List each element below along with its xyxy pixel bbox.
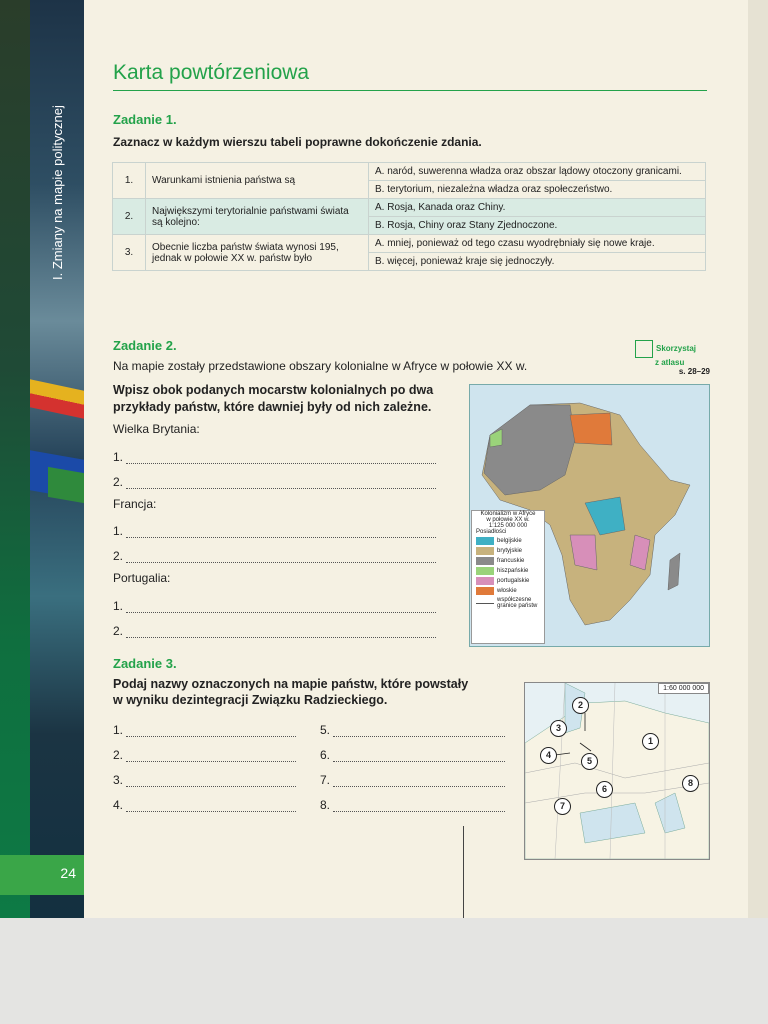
answer-line[interactable] [113, 475, 436, 489]
task2-heading: Zadanie 2. [113, 338, 177, 353]
legend-label: włoskie [497, 588, 517, 594]
legend-label: brytyjskie [497, 548, 523, 554]
option-b[interactable]: B. więcej, ponieważ kraje się jednoczyły. [369, 253, 706, 271]
ussr-states-map [524, 682, 710, 860]
answer-blank[interactable] [333, 801, 505, 812]
answer-number: 1. [113, 450, 124, 464]
group-label: Francja: [113, 497, 157, 511]
sidebar-bar [0, 0, 30, 918]
marker-4: 4 [540, 747, 557, 764]
africa-colonial-map [469, 384, 710, 647]
flag-decoration-green [48, 467, 84, 503]
row-number: 2. [113, 199, 146, 235]
answer-line[interactable] [320, 773, 505, 787]
task1-table [112, 162, 706, 271]
answer-blank[interactable] [126, 801, 296, 812]
page-number-box [0, 855, 84, 895]
legend-label: francuskie [497, 558, 525, 564]
legend-label: portugalskie [497, 578, 530, 584]
legend-item-spanish [476, 567, 540, 575]
atlas-line1: Skorzystaj [656, 344, 697, 354]
group-label: Portugalia: [113, 571, 171, 585]
legend-label: współczesne [497, 597, 532, 603]
legend-swatch [476, 537, 494, 545]
marker-1: 1 [642, 733, 659, 750]
legend-item-portuguese [476, 577, 540, 585]
table-row [113, 163, 706, 181]
map-legend [471, 510, 545, 644]
legend-swatch [476, 547, 494, 555]
legend-swatch [476, 557, 494, 565]
row-stem: Warunkami istnienia państwa są [146, 163, 369, 199]
answer-line[interactable] [113, 723, 296, 737]
legend-label: hiszpańskie [497, 568, 529, 574]
answer-number: 2. [113, 475, 124, 489]
answer-number: 1. [113, 599, 124, 613]
task2-instruction-2: przykłady państw, które dawniej były od nich zależne. [113, 400, 432, 414]
answer-blank[interactable] [126, 602, 436, 613]
marker-5: 5 [581, 753, 598, 770]
answer-blank[interactable] [333, 726, 505, 737]
answer-blank[interactable] [126, 552, 436, 563]
task3-instruction-1: Podaj nazwy oznaczonych na mapie państw, które powstały [113, 677, 469, 691]
legend-swatch [476, 603, 494, 604]
legend-scale: 1:125 000 000 [488, 523, 528, 529]
answer-number: 4. [113, 798, 124, 812]
legend-subtitle: Posiadłości [476, 529, 507, 535]
map-scale: 1:60 000 000 [658, 683, 709, 694]
chapter-title: I. Zmiany na mapie politycznej [50, 105, 65, 280]
marker-8: 8 [682, 775, 699, 792]
answer-number: 2. [113, 748, 124, 762]
answer-blank[interactable] [126, 478, 436, 489]
answer-number: 1. [113, 723, 124, 737]
legend-swatch [476, 587, 494, 595]
legend-label: belgijskie [497, 538, 522, 544]
answer-line[interactable] [113, 748, 296, 762]
page-title: Karta powtórzeniowa [113, 61, 310, 84]
ussr-map-graphic [525, 683, 709, 859]
answer-line[interactable] [113, 524, 436, 538]
answer-number: 6. [320, 748, 331, 762]
task1-instruction: Zaznacz w każdym wierszu tabeli poprawne dokończenie zdania. [113, 135, 482, 149]
title-underline [113, 90, 707, 91]
answer-line[interactable] [113, 773, 296, 787]
option-b[interactable]: B. terytorium, niezależna władza oraz społeczeństwo. [369, 181, 706, 199]
answer-blank[interactable] [126, 627, 436, 638]
marker-2: 2 [572, 697, 589, 714]
atlas-icon [635, 340, 653, 358]
answer-line[interactable] [320, 723, 505, 737]
answer-line[interactable] [320, 748, 505, 762]
option-b[interactable]: B. Rosja, Chiny oraz Stany Zjednoczone. [369, 217, 706, 235]
answer-blank[interactable] [126, 726, 296, 737]
task2-intro: Na mapie zostały przedstawione obszary kolonialne w Afryce w połowie XX w. [113, 359, 528, 373]
chapter-sidebar [0, 0, 84, 918]
row-stem: Obecnie liczba państw świata wynosi 195, jednak w połowie XX w. państw było [146, 235, 369, 271]
task3-heading: Zadanie 3. [113, 656, 177, 671]
worksheet-page [84, 0, 748, 918]
page-number: 24 [60, 865, 76, 881]
table-row [113, 235, 706, 253]
row-number: 3. [113, 235, 146, 271]
answer-line[interactable] [113, 549, 436, 563]
answer-number: 7. [320, 773, 331, 787]
page-edge [748, 0, 768, 918]
row-number: 1. [113, 163, 146, 199]
legend-swatch [476, 567, 494, 575]
answer-line[interactable] [113, 450, 436, 464]
table-surface [0, 918, 768, 1024]
legend-item-french [476, 557, 540, 565]
answer-line[interactable] [320, 798, 505, 812]
legend-item-italian [476, 587, 540, 595]
answer-number: 1. [113, 524, 124, 538]
table-row [113, 199, 706, 217]
legend-title: Kolonializm w Afryce [480, 511, 536, 517]
option-a[interactable]: A. naród, suwerenna władza oraz obszar lądowy otoczony granicami. [369, 163, 706, 181]
legend-item-belgian [476, 537, 540, 545]
legend-label: granice państw [497, 603, 538, 609]
answer-line[interactable] [113, 599, 436, 613]
group-label: Wielka Brytania: [113, 422, 200, 436]
legend-swatch [476, 577, 494, 585]
atlas-line2: z atlasu [655, 358, 685, 367]
task2-instruction-1: Wpisz obok podanych mocarstw kolonialnych po dwa [113, 383, 434, 397]
flag-decoration [30, 379, 84, 418]
answer-blank[interactable] [126, 453, 436, 464]
task1-heading: Zadanie 1. [113, 112, 177, 127]
legend-item-british [476, 547, 540, 555]
answer-number: 2. [113, 624, 124, 638]
marker-3: 3 [550, 720, 567, 737]
legend-title-2: w połowie XX w. [486, 517, 530, 523]
answer-number: 3. [113, 773, 124, 787]
atlas-pages: s. 28–29 [678, 367, 710, 376]
legend-item-borders [476, 597, 540, 609]
answer-blank[interactable] [126, 776, 296, 787]
marker-6: 6 [596, 781, 613, 798]
answer-line[interactable] [113, 798, 296, 812]
answer-number: 8. [320, 798, 331, 812]
answer-blank[interactable] [126, 527, 436, 538]
row-stem: Największymi terytorialnie państwami świata są kolejno: [146, 199, 369, 235]
task3-instruction-2: w wyniku dezintegracji Związku Radzieckiego. [113, 693, 388, 707]
answer-number: 2. [113, 549, 124, 563]
answer-blank[interactable] [333, 776, 505, 787]
marker-7: 7 [554, 798, 571, 815]
answer-blank[interactable] [333, 751, 505, 762]
answer-blank[interactable] [126, 751, 296, 762]
atlas-hint [635, 340, 710, 376]
option-a[interactable]: A. mniej, ponieważ od tego czasu wyodrębniały się nowe kraje. [369, 235, 706, 253]
answer-number: 5. [320, 723, 331, 737]
answer-line[interactable] [113, 624, 436, 638]
option-a[interactable]: A. Rosja, Kanada oraz Chiny. [369, 199, 706, 217]
pen-mark [463, 826, 464, 918]
